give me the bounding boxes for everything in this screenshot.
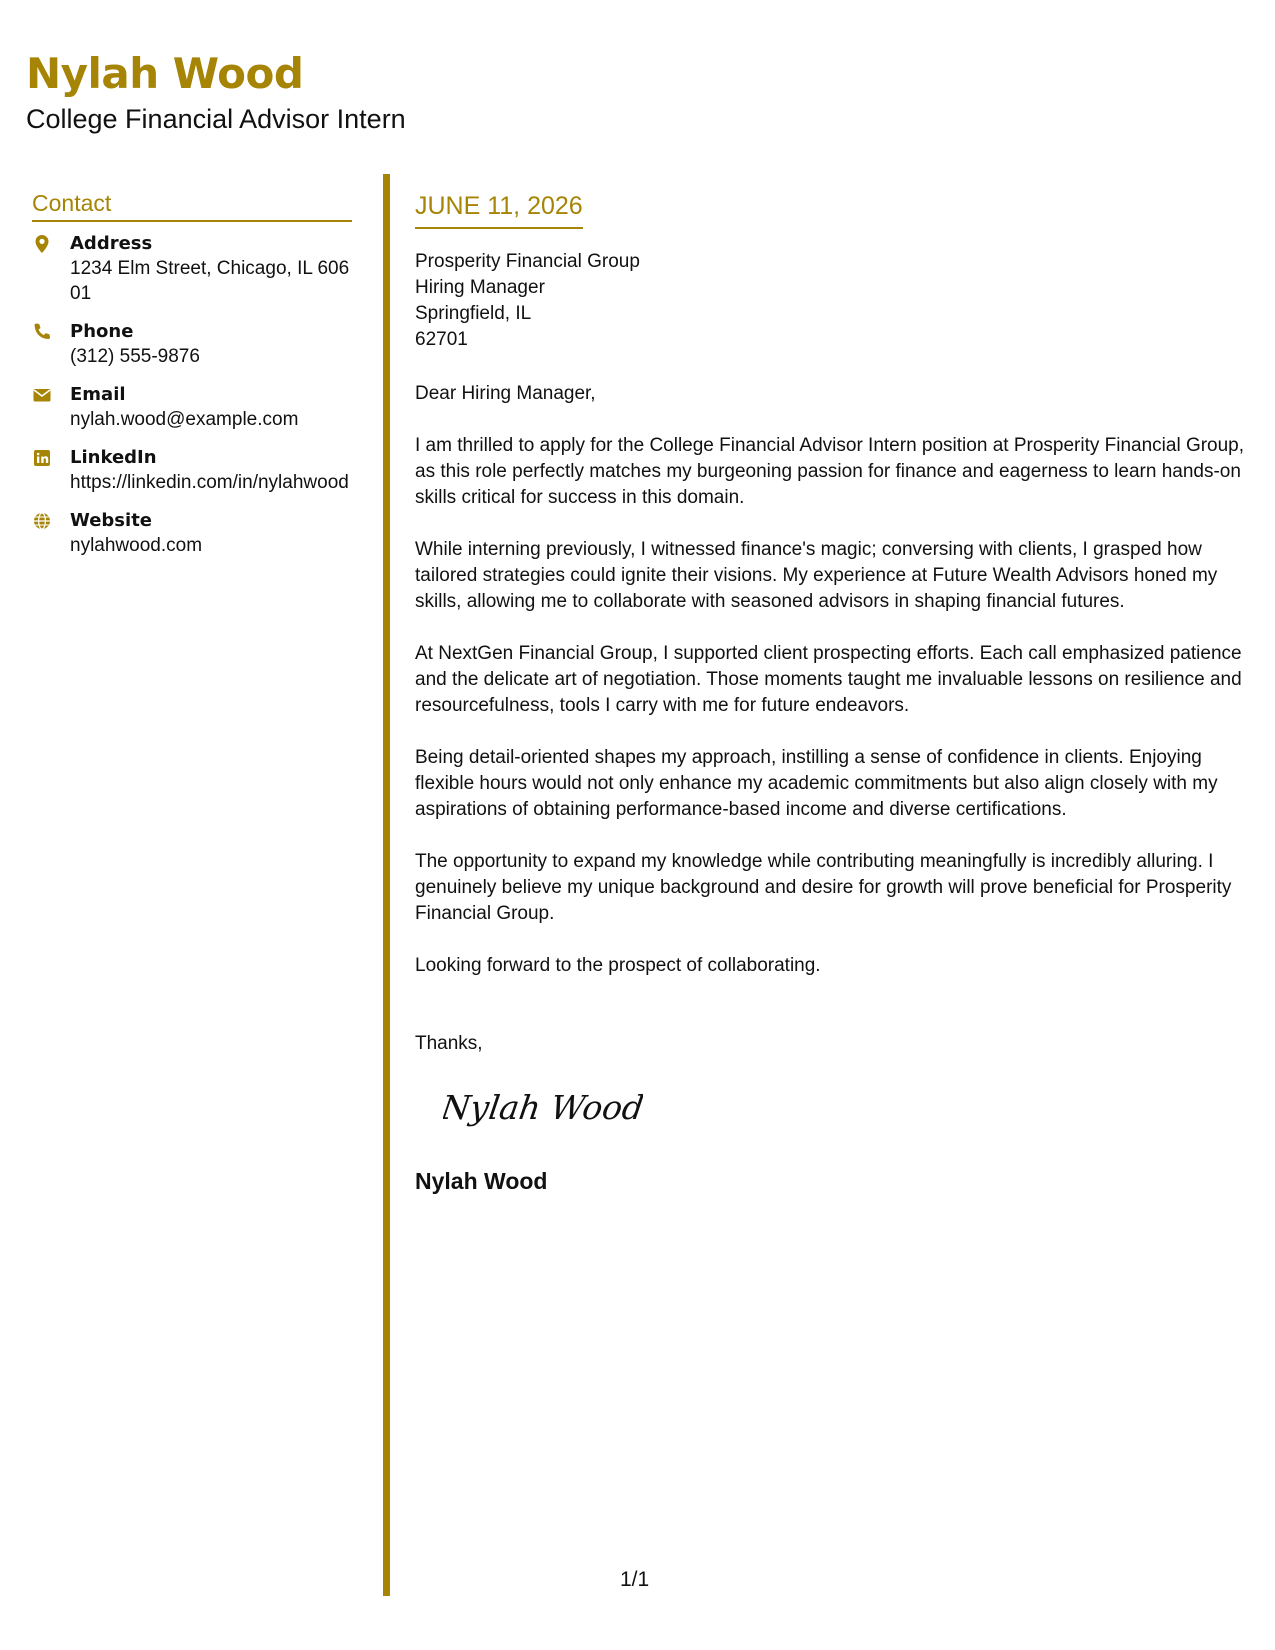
- phone-icon: [32, 320, 70, 369]
- recipient-block: [415, 249, 1245, 353]
- contact-label: LinkedIn: [70, 447, 157, 468]
- recipient-company: Prosperity Financial Group: [415, 251, 640, 272]
- contact-label: Address: [70, 233, 153, 254]
- salutation: Dear Hiring Manager,: [415, 383, 596, 404]
- paragraph: I am thrilled to apply for the College Financial Advisor Intern position at Prosperity Financial Group, as this role perfectly matches my burgeoning passion for finance and eagerness to learn hands-on skills critical for success in this domain.: [415, 435, 1245, 508]
- recipient-city: Springfield, IL: [415, 303, 532, 324]
- paragraph: Being detail-oriented shapes my approach, instilling a sense of confidence in clients. Enjoying flexible hours would not only enhance my academic commitments but also align closely with my aspirations of obtaining performance-based income and diverse certifications.: [415, 747, 1218, 820]
- linkedin-link[interactable]: https://linkedin.com/in/nylahwood: [70, 472, 349, 493]
- page-number: 1/1: [620, 1568, 650, 1591]
- contact-sidebar: [32, 190, 352, 572]
- candidate-name: Nylah Wood: [26, 49, 304, 98]
- paragraph: The opportunity to expand my knowledge while contributing meaningfully is incredibly alluring. I genuinely believe my unique background and desire for growth will prove beneficial for Prosperity Financial Group.: [415, 851, 1232, 924]
- contact-item-address: [32, 232, 352, 306]
- letter-body: [415, 192, 1245, 1195]
- closing: Thanks,: [415, 1033, 483, 1054]
- contact-label: Phone: [70, 321, 134, 342]
- contact-list: [32, 232, 352, 558]
- contact-item-website: [32, 509, 352, 558]
- linkedin-icon: [32, 446, 70, 495]
- contact-item-phone: [32, 320, 352, 369]
- phone-value: (312) 555-9876: [70, 346, 200, 367]
- header: [26, 46, 406, 136]
- paragraph: While interning previously, I witnessed finance's magic; conversing with clients, I grasped how tailored strategies could ignite their visions. My experience at Future Wealth Advisors honed my skills, allowing me to collaborate with seasoned advisors in shaping financial futures.: [415, 539, 1218, 612]
- contact-item-email: [32, 383, 352, 432]
- signature-text: Nylah Wood: [443, 1088, 643, 1127]
- address-value: 1234 Elm Street, Chicago, IL 60601: [70, 258, 350, 304]
- vertical-divider: [383, 174, 390, 1596]
- contact-heading: Contact: [32, 190, 352, 222]
- map-pin-icon: [32, 232, 70, 306]
- candidate-role: College Financial Advisor Intern: [26, 104, 406, 134]
- globe-icon: [32, 509, 70, 558]
- contact-label: Website: [70, 510, 153, 531]
- paragraph: At NextGen Financial Group, I supported client prospecting efforts. Each call emphasized patience and the delicate art of negotiation. Those moments taught me invaluable lessons on resilience and resourcefulness, tools I carry with me for future endeavors.: [415, 643, 1242, 716]
- recipient-title: Hiring Manager: [415, 277, 545, 298]
- envelope-icon: [32, 383, 70, 432]
- letter-date: JUNE 11, 2026: [415, 192, 583, 229]
- paragraph: Looking forward to the prospect of collaborating.: [415, 955, 821, 976]
- contact-item-linkedin: [32, 446, 352, 495]
- email-link[interactable]: nylah.wood@example.com: [70, 409, 299, 430]
- signature-image: [443, 1083, 1245, 1138]
- contact-label: Email: [70, 384, 126, 405]
- website-link[interactable]: nylahwood.com: [70, 535, 203, 556]
- recipient-zip: 62701: [415, 329, 468, 350]
- signer-name: Nylah Wood: [415, 1168, 548, 1194]
